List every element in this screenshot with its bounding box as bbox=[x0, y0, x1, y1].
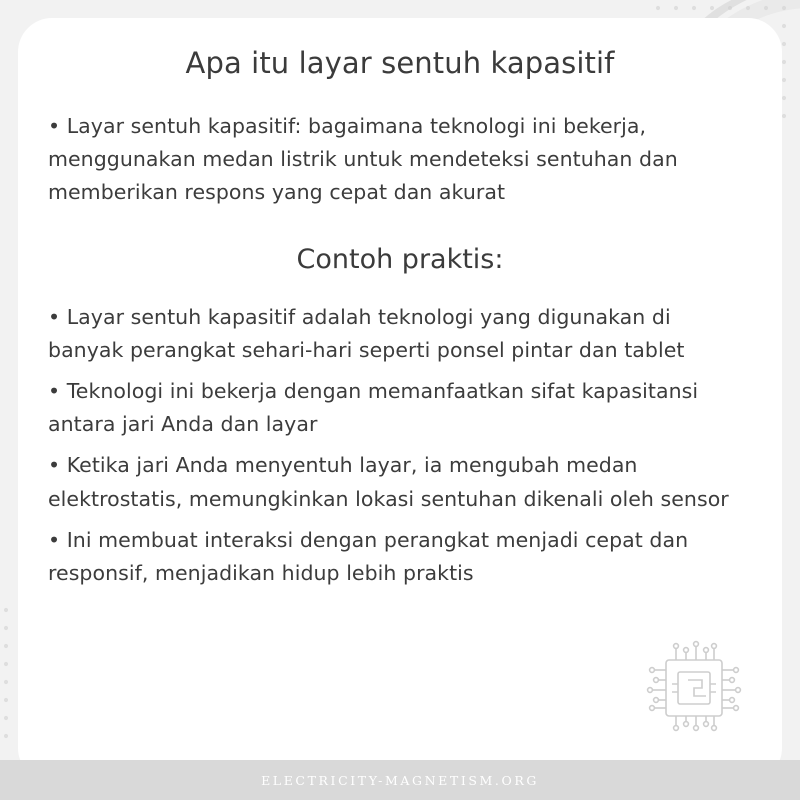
list-item: • Ini membuat interaksi dengan perangkat menjadi cepat dan responsif, menjadikan hidup lebih praktis bbox=[48, 527, 689, 586]
list-item: • Layar sentuh kapasitif adalah teknologi yang digunakan di banyak perangkat sehari-hari seperti ponsel pintar dan tablet bbox=[48, 304, 685, 362]
intro-paragraph: • Layar sentuh kapasitif: bagaimana teknologi ini bekerja, menggunakan medan listrik untuk mendeteksi sentuhan dan memberikan respons yang cepat dan akurat bbox=[48, 114, 678, 205]
microchip-icon bbox=[644, 640, 744, 732]
list-item: • Ketika jari Anda menyentuh layar, ia mengubah medan elektrostatis, memungkinkan lokasi sentuhan dikenali oleh sensor bbox=[48, 453, 729, 511]
footer-website-label: ELECTRICITY-MAGNETISM.ORG bbox=[261, 772, 539, 788]
section-subtitle: Contoh praktis: bbox=[296, 243, 504, 275]
page-title: Apa itu layar sentuh kapasitif bbox=[185, 46, 615, 80]
slide-content bbox=[18, 18, 782, 598]
list-item: • Teknologi ini bekerja dengan memanfaatkan sifat kapasitansi antara jari Anda dan layar bbox=[48, 379, 699, 437]
bullet-list bbox=[48, 301, 752, 591]
footer-bar bbox=[0, 760, 800, 800]
